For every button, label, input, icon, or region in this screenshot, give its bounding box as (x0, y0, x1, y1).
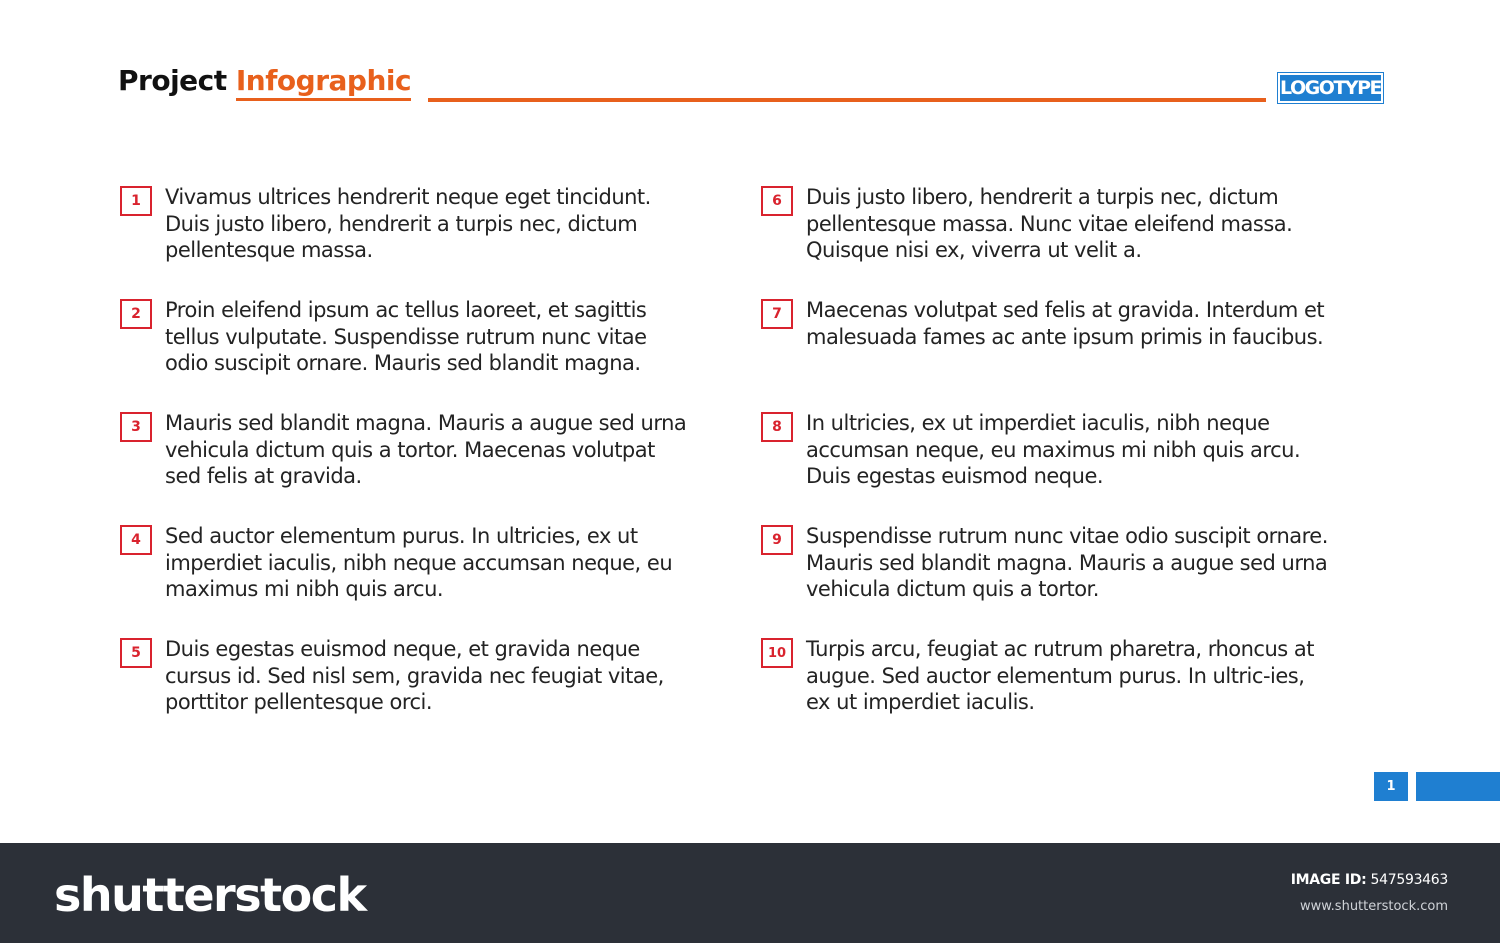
list-item (120, 636, 690, 716)
item-number-badge: 8 (761, 412, 793, 442)
image-id-label: IMAGE ID: (1290, 872, 1367, 888)
item-number-badge: 9 (761, 525, 793, 555)
item-number-badge: 4 (120, 525, 152, 555)
title-project: Project (118, 64, 227, 97)
list-item (761, 410, 1331, 490)
site-url: www.shutterstock.com (1299, 899, 1448, 914)
list-item (761, 636, 1331, 716)
item-number-badge: 2 (120, 299, 152, 329)
page-number-bar (1416, 772, 1500, 801)
logotype-badge: LOGOTYPE (1278, 73, 1383, 103)
item-text: In ultricies, ex ut imperdiet iaculis, nibh neque accumsan neque, eu maximus mi nibh quis arcu. Duis egestas euismod neque. (806, 411, 1301, 488)
item-number-badge: 7 (761, 299, 793, 329)
item-text: Maecenas volutpat sed felis at gravida. Interdum et malesuada fames ac ante ipsum primis in faucibus. (806, 298, 1325, 349)
page-title (118, 64, 411, 97)
list-item (120, 184, 690, 264)
title-infographic: Infographic (236, 64, 411, 101)
image-id-value: 547593463 (1370, 872, 1448, 888)
list-item (761, 523, 1331, 603)
list-item (761, 184, 1331, 264)
list-item (120, 410, 690, 490)
item-number-badge: 3 (120, 412, 152, 442)
image-id (1291, 872, 1448, 888)
list-item (120, 523, 690, 603)
item-text: Duis justo libero, hendrerit a turpis nec, dictum pellentesque massa. Nunc vitae eleifend massa. Quisque nisi ex, viverra ut velit a. (806, 185, 1293, 262)
item-number-badge: 5 (120, 638, 152, 668)
item-number-badge: 1 (120, 186, 152, 216)
page-number: 1 (1374, 772, 1408, 801)
item-text: Proin eleifend ipsum ac tellus laoreet, et sagittis tellus vulputate. Suspendisse rutrum nunc vitae odio suscipit ornare. Mauris sed blandit magna. (165, 298, 647, 375)
item-text: Turpis arcu, feugiat ac rutrum pharetra, rhoncus at augue. Sed auctor elementum purus. In ultric-ies, ex ut imperdiet iaculis. (806, 637, 1315, 714)
list-item (761, 297, 1331, 350)
title-rule (428, 98, 1266, 102)
item-text: Vivamus ultrices hendrerit neque eget tincidunt. Duis justo libero, hendrerit a turpis nec, dictum pellentesque massa. (165, 185, 651, 262)
list-item (120, 297, 690, 377)
item-text: Suspendisse rutrum nunc vitae odio suscipit ornare. Mauris sed blandit magna. Mauris a augue sed urna vehicula dictum quis a tortor. (806, 524, 1328, 601)
item-text: Duis egestas euismod neque, et gravida neque cursus id. Sed nisl sem, gravida nec feugiat vitae, porttitor pellentesque orci. (165, 637, 664, 714)
item-text: Sed auctor elementum purus. In ultricies, ex ut imperdiet iaculis, nibh neque accumsan neque, eu maximus mi nibh quis arcu. (165, 524, 673, 601)
brand-logo: shutterstock (54, 868, 366, 922)
item-text: Mauris sed blandit magna. Mauris a augue sed urna vehicula dictum quis a tortor. Maecenas volutpat sed felis at gravida. (165, 411, 687, 488)
item-number-badge: 10 (761, 638, 793, 668)
item-number-badge: 6 (761, 186, 793, 216)
